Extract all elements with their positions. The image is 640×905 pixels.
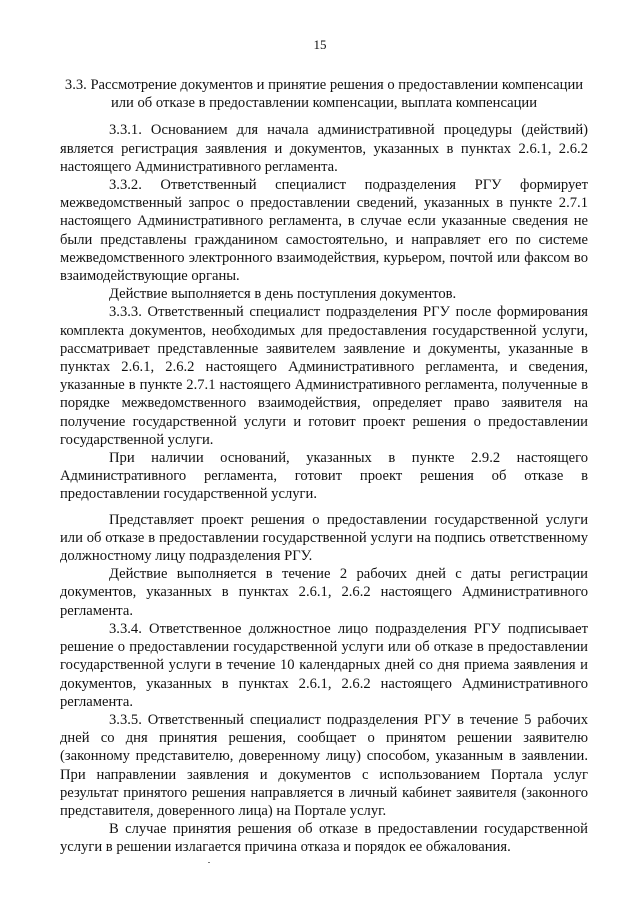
paragraph-refusal-reason: В случае принятия решения об отказе в предоставлении государственной услуги в решении излагается причина отказа и порядок ее обжалования. <box>60 821 588 856</box>
paragraph-action-2-days: Действие выполняется в течение 2 рабочих дней с даты регистрации документов, указанных в пунктах 2.6.1, 2.6.2 настоящего Административного регламента. <box>60 566 588 619</box>
paragraph-action-same-day: Действие выполняется в день поступления документов. <box>109 286 457 303</box>
paragraph-3-3-4: 3.3.4. Ответственное должностное лицо подразделения РГУ подписывает решение о предоставлении государственной услуги или об отказе в предоставлении государственной услуги в течение 10 календарных дней со дня приема заявления и документов, указанных в пунктах 2.6.1, 2.6.2 настоящего Административного регламента. <box>60 620 588 710</box>
paragraph-3-3-2: 3.3.2. Ответственный специалист подразделения РГУ формирует межведомственный запрос о предоставлении сведений, указанных в пункте 2.7.1 настоящего Административного регламента, в случае если указанные сведения не были представлены гражданином самостоятельно, и направляет его по системе межведомственного электронного взаимодействия, курьером, почтой или факсом во взаимодействующие органы. <box>60 177 588 285</box>
paragraph-refusal-grounds: При наличии оснований, указанных в пункте 2.9.2 настоящего Административного регламента, готовит проект решения об отказе в предоставлении государственной услуги. <box>60 450 588 503</box>
document-body <box>60 76 588 857</box>
page-number: 15 <box>313 37 327 52</box>
paragraph-submit-draft: Представляет проект решения о предоставлении государственной услуги или об отказе в предоставлении государственной услуги на подпись ответственному должностному лицу подразделения РГУ. <box>60 511 588 565</box>
section-heading: 3.3. Рассмотрение документов и принятие решения о предоставлении компенсации или об отказе в предоставлении компенсации, выплата компенсации <box>64 77 584 112</box>
paragraph-3-3-1: 3.3.1. Основанием для начала административной процедуры (действий) является регистрация заявления и документов, указанных в пунктах 2.6.1, 2.6.2 настоящего Административного регламента. <box>60 122 588 175</box>
paragraph-3-3-5: 3.3.5. Ответственный специалист подразделения РГУ в течение 5 рабочих дней со дня принятия решения, сообщает о принятом решении заявителю (законному представителю, доверенному лицу) способом, указанным в заявлении. При направлении заявления и документов с использованием Портала услуг результат принятого решения направляется в личный кабинет заявителя (законного представителя, доверенного лица) на Портале услуг. <box>60 711 588 819</box>
scan-speck <box>208 862 210 863</box>
paragraph-3-3-3: 3.3.3. Ответственный специалист подразделения РГУ после формирования комплекта документов, необходимых для предоставления государственной услуги, рассматривает представленные заявителем заявление и документы, указанные в пунктах 2.6.1, 2.6.2 настоящего Административного регламента, и сведения, указанные в пункте 2.7.1 настоящего Административного регламента, полученные в порядке межведомственного взаимодействия, определяет право заявителя на получение государственной услуги и готовит проект решения о предоставлении государственной услуги. <box>60 304 588 448</box>
